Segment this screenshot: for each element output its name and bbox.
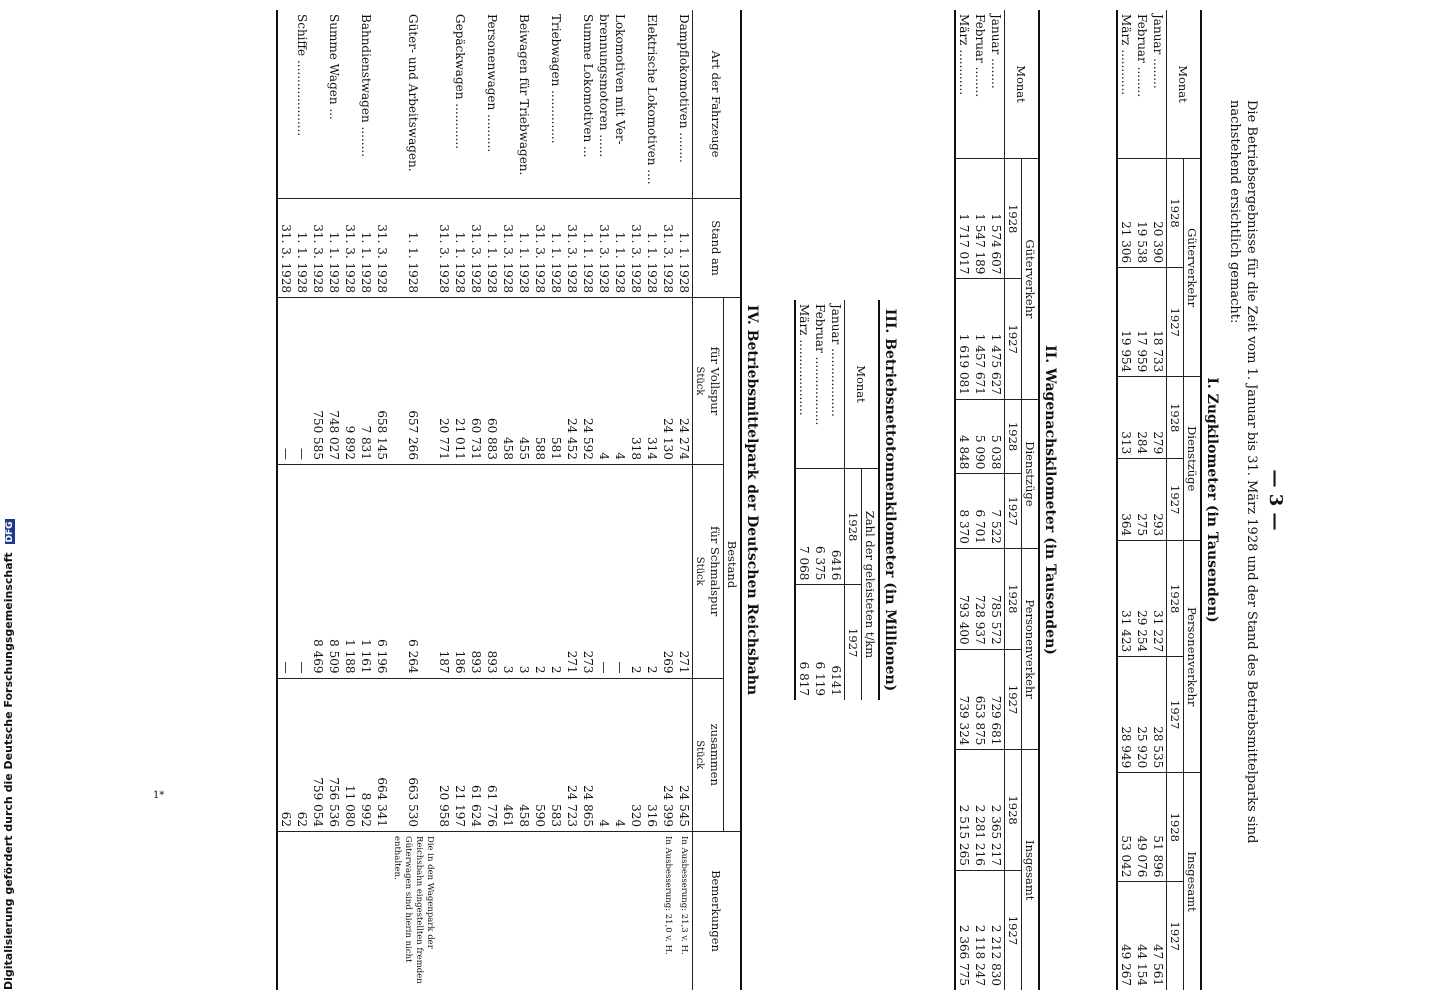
date-cell: 31. 3. 1928 [500, 199, 516, 298]
year-header: 1927 [1005, 474, 1022, 549]
value-cell: 20 390 [1150, 159, 1167, 268]
value-cell: 21 306 [1117, 159, 1134, 268]
value-cell: 7 068 [795, 469, 812, 585]
vehicle-type-cell: Triebwagen .............. [549, 14, 563, 144]
vollspur-cell: 24 274 [676, 298, 693, 465]
vehicle-type-cell: Bahndienstwagen ........ [359, 14, 373, 158]
remark-cell [452, 832, 468, 991]
dfg-sidebar [2, 521, 26, 990]
table-row [436, 10, 452, 990]
schmalspur-cell: — [277, 464, 294, 678]
remark-cell [532, 832, 548, 991]
zusammen-cell: 4 [612, 678, 628, 831]
vollspur-cell: 658 145 [374, 298, 390, 465]
year-header: 1927 [1005, 649, 1022, 750]
remark-cell [326, 832, 342, 991]
date-cell: 1. 1. 1928 [326, 199, 342, 298]
date-cell: 1. 1. 1928 [644, 199, 660, 298]
remark-cell [436, 832, 452, 991]
remark-cell [564, 832, 580, 991]
value-cell: 2 366 775 [955, 870, 972, 990]
schmalspur-cell: 2 [548, 464, 564, 678]
zusammen-cell: 21 197 [452, 678, 468, 831]
month-cell: Januar ........ [1151, 14, 1165, 89]
value-cell: 279 [1150, 377, 1167, 459]
date-cell: 1. 1. 1928 [580, 199, 596, 298]
vehicle-type-cell: Elektrische Lokomotiven .... [645, 14, 659, 185]
scanned-page [160, 0, 1320, 1000]
vehicle-type-cell: Summe Wagen ... [327, 14, 341, 120]
schmalspur-cell: 187 [436, 464, 452, 678]
vehicle-type-cell [564, 10, 580, 199]
value-cell: 18 733 [1150, 268, 1167, 377]
group-header: Dienstzüge [1022, 399, 1040, 548]
vehicle-type-cell: Summe Lokomotiven ... [581, 14, 595, 158]
table-row [564, 10, 580, 990]
year-header: 1927 [845, 585, 862, 700]
date-cell: 31. 3. 1928 [468, 199, 484, 298]
schmalspur-cell: 2 [532, 464, 548, 678]
vollspur-cell: 588 [532, 298, 548, 465]
schmalspur-cell: 2 [628, 464, 644, 678]
zusammen-cell: 24 399 [660, 678, 676, 831]
table-row [628, 10, 644, 990]
remark-cell [342, 832, 358, 991]
vollspur-cell: 581 [548, 298, 564, 465]
group-header: Insgesamt [1022, 750, 1040, 990]
vehicle-type-cell: Lokomotiven mit Ver- [613, 14, 627, 145]
remark-cell [596, 832, 612, 991]
vehicle-type-cell: Güter- und Arbeitswagen. [406, 14, 420, 172]
remark-cell: In Ausbesserung: 21,0 v. H. [660, 832, 676, 991]
zusammen-cell: 61 776 [484, 678, 500, 831]
schmalspur-cell: 893 [484, 464, 500, 678]
value-cell: 6 701 [972, 474, 988, 549]
table-row [812, 300, 828, 700]
table-row [342, 10, 358, 990]
value-cell: 313 [1117, 377, 1134, 459]
remark-cell [294, 832, 310, 991]
type-header: Art der Fahrzeuge [693, 10, 742, 199]
group-header: Personenverkehr [1022, 548, 1040, 750]
vehicle-type-cell: Beiwagen für Triebwagen. [517, 14, 531, 176]
value-cell: 5 090 [972, 399, 988, 474]
value-cell: 284 [1134, 377, 1150, 459]
schmalspur-cell: 6 196 [374, 464, 390, 678]
schmalspur-cell: 8 509 [326, 464, 342, 678]
year-header: 1928 [1167, 377, 1184, 459]
remark-cell [277, 832, 294, 991]
schmalspur-cell: — [294, 464, 310, 678]
table-row [828, 300, 845, 700]
year-header: 1927 [1167, 882, 1184, 990]
value-cell: 6 375 [812, 469, 828, 585]
bestand-header: Bestand [724, 298, 742, 832]
vollspur-cell: 60 883 [484, 298, 500, 465]
date-cell: 31. 3. 1928 [596, 199, 612, 298]
value-cell: 44 154 [1134, 882, 1150, 990]
zusammen-cell: 461 [500, 678, 516, 831]
vollspur-cell: 455 [516, 298, 532, 465]
zusammen-cell: 62 [277, 678, 294, 831]
group-header: Güterverkehr [1184, 159, 1202, 377]
date-cell: 1. 1. 1928 [294, 199, 310, 298]
stand-header: Stand am [693, 199, 742, 298]
section-2-title: II. Wagenachskilometer (in Tausenden) [1042, 345, 1058, 655]
nettotonnenkilometer-table [794, 300, 880, 700]
value-cell: 793 400 [955, 548, 972, 649]
vollspur-cell: 750 585 [310, 298, 326, 465]
value-cell: 28 535 [1150, 657, 1167, 773]
schmalspur-cell: 3 [500, 464, 516, 678]
table-row [580, 10, 596, 990]
vollspur-cell: 458 [500, 298, 516, 465]
table-row [310, 10, 326, 990]
remark-cell [612, 832, 628, 991]
date-cell: 31. 3. 1928 [374, 199, 390, 298]
table-row [484, 10, 500, 990]
schmalspur-cell: 6 264 [390, 464, 436, 678]
vollspur-cell: 24 452 [564, 298, 580, 465]
value-cell: 6 817 [795, 585, 812, 700]
schmalspur-cell: 1 188 [342, 464, 358, 678]
value-cell: 739 324 [955, 649, 972, 750]
value-cell: 8 370 [955, 474, 972, 549]
remark-cell [374, 832, 390, 991]
month-cell: Februar .................. [813, 304, 827, 426]
vollspur-cell: 318 [628, 298, 644, 465]
schmalspur-cell: — [596, 464, 612, 678]
date-cell: 1. 1. 1928 [612, 199, 628, 298]
date-cell: 1. 1. 1928 [452, 199, 468, 298]
table-row [452, 10, 468, 990]
date-cell: 31. 3. 1928 [436, 199, 452, 298]
date-cell: 31. 3. 1928 [310, 199, 326, 298]
section-3-title: III. Betriebsnettotonnenkilometer (in Millionen) [882, 308, 898, 692]
value-cell: 1 547 189 [972, 159, 988, 279]
month-cell: Februar ........ [973, 14, 987, 98]
value-cell: 275 [1134, 459, 1150, 541]
table-row [468, 10, 484, 990]
value-cell: 1 574 607 [988, 159, 1005, 279]
vehicle-type-cell: Gepäckwagen ............ [453, 14, 467, 150]
group-header: Personenverkehr [1184, 541, 1202, 773]
signature-mark: 1* [153, 790, 165, 801]
remark-cell: In Ausbesserung: 21,3 v. H. [676, 832, 693, 991]
year-header: 1928 [845, 469, 862, 585]
value-cell: 49 267 [1117, 882, 1134, 990]
table-row [548, 10, 564, 990]
value-cell: 25 920 [1134, 657, 1150, 773]
month-header: Monat [1005, 10, 1040, 159]
table-row [676, 10, 693, 990]
value-cell: 2 212 830 [988, 870, 1005, 990]
value-cell: 364 [1117, 459, 1134, 541]
value-cell: 6 119 [812, 585, 828, 700]
month-cell: März .................... [797, 304, 811, 416]
remarks-header: Bemerkungen [693, 832, 742, 991]
table-row [795, 300, 812, 700]
date-cell: 1. 1. 1928 [548, 199, 564, 298]
zusammen-cell: 4 [596, 678, 612, 831]
value-cell: 2 118 247 [972, 870, 988, 990]
value-cell: 1 619 081 [955, 279, 972, 399]
value-cell: 31 227 [1150, 541, 1167, 657]
vollspur-cell: 657 266 [390, 298, 436, 465]
schmalspur-cell: 186 [452, 464, 468, 678]
zusammen-cell: 62 [294, 678, 310, 831]
zusammen-cell: 590 [532, 678, 548, 831]
value-cell: 2 365 217 [988, 750, 1005, 870]
schmalspur-cell: — [612, 464, 628, 678]
table-row [358, 10, 374, 990]
zusammen-cell: 24 723 [564, 678, 580, 831]
table-row [660, 10, 676, 990]
value-cell: 49 076 [1134, 773, 1150, 882]
schmalspur-cell: 1 161 [358, 464, 374, 678]
date-cell: 31. 3. 1928 [342, 199, 358, 298]
zusammen-cell: 20 958 [436, 678, 452, 831]
table-row [500, 10, 516, 990]
vollspur-cell: — [277, 298, 294, 465]
vehicle-type-cell [628, 10, 644, 199]
table-row [955, 10, 972, 990]
year-header: 1927 [1005, 279, 1022, 399]
year-header: 1928 [1167, 773, 1184, 882]
value-cell: 785 572 [988, 548, 1005, 649]
zusammen-cell: 316 [644, 678, 660, 831]
vollspur-cell: 21 011 [452, 298, 468, 465]
remark-cell [628, 832, 644, 991]
zusammen-cell: 759 054 [310, 678, 326, 831]
table-row [1117, 10, 1134, 990]
vollspur-cell: 4 [612, 298, 628, 465]
vollspur-cell: 7 831 [358, 298, 374, 465]
table-row [644, 10, 660, 990]
group-header: Dienstzüge [1184, 377, 1202, 541]
year-header: 1927 [1005, 870, 1022, 990]
year-header: 1927 [1167, 268, 1184, 377]
schmalspur-cell: 8 469 [310, 464, 326, 678]
value-cell: 1 475 627 [988, 279, 1005, 399]
remark-cell [358, 832, 374, 991]
remark-cell [580, 832, 596, 991]
date-cell: 31. 3. 1928 [628, 199, 644, 298]
zusammen-cell: 320 [628, 678, 644, 831]
table-row [596, 10, 612, 990]
month-cell: März ............ [957, 14, 971, 96]
month-cell: Februar ........ [1135, 14, 1149, 98]
vehicle-type-cell: brennungsmotoren ...... [597, 14, 611, 158]
date-cell: 31. 3. 1928 [277, 199, 294, 298]
table-row [516, 10, 532, 990]
remark-cell [310, 832, 326, 991]
remark-cell [516, 832, 532, 991]
value-cell: 51 896 [1150, 773, 1167, 882]
table-row [326, 10, 342, 990]
rotated-page-content [160, 0, 1320, 1000]
vollspur-cell: 9 892 [342, 298, 358, 465]
year-header: 1927 [1167, 459, 1184, 541]
zusammen-cell: 11 080 [342, 678, 358, 831]
vollspur-cell: 314 [644, 298, 660, 465]
table-row [972, 10, 988, 990]
vehicle-type-cell [342, 10, 358, 199]
date-cell: 1. 1. 1928 [390, 199, 436, 298]
schmalspur-cell: 3 [516, 464, 532, 678]
table-row [1150, 10, 1167, 990]
table-row [390, 10, 436, 990]
value-cell: 1 457 671 [972, 279, 988, 399]
zusammen-header: zusammen Stück [693, 678, 724, 831]
vollspur-cell: 20 771 [436, 298, 452, 465]
schmalspur-cell: 273 [580, 464, 596, 678]
year-header: 1928 [1005, 399, 1022, 474]
zusammen-cell: 583 [548, 678, 564, 831]
vehicle-type-cell: Dampflokomotiven ........ [677, 14, 691, 163]
date-cell: 31. 3. 1928 [564, 199, 580, 298]
zusammen-cell: 663 530 [390, 678, 436, 831]
month-header: Monat [845, 300, 880, 469]
date-cell: 1. 1. 1928 [516, 199, 532, 298]
value-cell: 19 954 [1117, 268, 1134, 377]
table-row [532, 10, 548, 990]
vollspur-header: für Vollspur Stück [693, 298, 724, 465]
zugkilometer-table [1116, 10, 1202, 990]
zusammen-cell: 61 624 [468, 678, 484, 831]
remark-cell [484, 832, 500, 991]
vollspur-cell: 24 130 [660, 298, 676, 465]
value-cell: 293 [1150, 459, 1167, 541]
schmalspur-cell: 2 [644, 464, 660, 678]
table-row [1134, 10, 1150, 990]
vollspur-cell: — [294, 298, 310, 465]
remark-cell [644, 832, 660, 991]
vollspur-cell: 4 [596, 298, 612, 465]
value-cell: 2 281 216 [972, 750, 988, 870]
month-cell: Januar .................. [829, 304, 843, 417]
group-header: Insgesamt [1184, 773, 1202, 990]
vehicle-type-cell [436, 10, 452, 199]
remark-cell [468, 832, 484, 991]
date-cell: 1. 1. 1928 [484, 199, 500, 298]
year-header: 1928 [1005, 750, 1022, 870]
value-cell: 2 515 265 [955, 750, 972, 870]
value-cell: 47 561 [1150, 882, 1167, 990]
zusammen-cell: 8 992 [358, 678, 374, 831]
remark-cell [500, 832, 516, 991]
month-cell: März ............ [1119, 14, 1133, 96]
table-row [612, 10, 628, 990]
zusammen-cell: 664 341 [374, 678, 390, 831]
schmalspur-cell: 271 [676, 464, 693, 678]
date-cell: 31. 3. 1928 [532, 199, 548, 298]
value-cell: 5 038 [988, 399, 1005, 474]
value-cell: 1 717 017 [955, 159, 972, 279]
vehicle-type-cell [468, 10, 484, 199]
page-number: — 3 — [1265, 469, 1286, 531]
month-cell: Januar ........ [989, 14, 1003, 89]
date-cell: 1. 1. 1928 [358, 199, 374, 298]
value-cell: 53 042 [1117, 773, 1134, 882]
year-header: 1927 [1167, 657, 1184, 773]
value-cell: 6416 [828, 469, 845, 585]
value-cell: 653 875 [972, 649, 988, 750]
value-cell: 728 937 [972, 548, 988, 649]
schmalspur-cell: 269 [660, 464, 676, 678]
vehicle-type-cell [277, 10, 294, 199]
dfg-credit-text: Digitalisierung gefördert durch die Deutsche Forschungsgemeinschaft [2, 552, 15, 990]
schmalspur-header: für Schmalspur Stück [693, 464, 724, 678]
vehicle-type-cell: Schiffe .................... [295, 14, 309, 137]
schmalspur-cell: 893 [468, 464, 484, 678]
date-cell: 1. 1. 1928 [676, 199, 693, 298]
remark-cell [548, 832, 564, 991]
value-cell: 729 681 [988, 649, 1005, 750]
group-header: Güterverkehr [1022, 159, 1040, 400]
month-header: Monat [1167, 10, 1202, 159]
year-header: 1928 [1005, 548, 1022, 649]
value-cell: 17 959 [1134, 268, 1150, 377]
value-cell: 19 538 [1134, 159, 1150, 268]
zusammen-cell: 458 [516, 678, 532, 831]
vehicle-type-cell [660, 10, 676, 199]
zusammen-cell: 756 536 [326, 678, 342, 831]
dfg-logo-icon: DFG [5, 521, 15, 543]
value-cell: 31 423 [1117, 541, 1134, 657]
year-header: 1928 [1167, 541, 1184, 657]
zusammen-cell: 24 545 [676, 678, 693, 831]
value-cell: 4 848 [955, 399, 972, 474]
value-cell: 29 254 [1134, 541, 1150, 657]
vehicle-type-cell [532, 10, 548, 199]
table-row [277, 10, 294, 990]
value-cell: 6141 [828, 585, 845, 700]
table-row [294, 10, 310, 990]
remark-cell: Die in den Wagenpark der Reichsbahn eingestellten fremden Güterwagen sind hierin nicht enthalten. [390, 832, 436, 991]
date-cell: 31. 3. 1928 [660, 199, 676, 298]
schmalspur-cell: 271 [564, 464, 580, 678]
group-header: Zahl der geleisteten t/km [862, 469, 880, 701]
vehicle-type-cell [500, 10, 516, 199]
vollspur-cell: 60 731 [468, 298, 484, 465]
wagenachskilometer-table [954, 10, 1040, 990]
vehicle-type-cell [374, 10, 390, 199]
value-cell: 7 522 [988, 474, 1005, 549]
betriebsmittelpark-table [276, 10, 742, 990]
zusammen-cell: 24 865 [580, 678, 596, 831]
year-header: 1928 [1167, 159, 1184, 268]
intro-paragraph: Die Betriebsergebnisse für die Zeit vom 1. Januar bis 31. März 1928 und der Stand des Betriebsmittelparks sind nachstehend ersichtlich gemacht: [1227, 100, 1259, 844]
section-1-title: I. Zugkilometer (in Tausenden) [1204, 377, 1220, 623]
value-cell: 28 949 [1117, 657, 1134, 773]
vollspur-cell: 748 027 [326, 298, 342, 465]
vehicle-type-cell: Personenwagen .......... [485, 14, 499, 153]
section-4-title: IV. Betriebsmittelpark der Deutschen Reichsbahn [744, 304, 760, 696]
table-row [988, 10, 1005, 990]
vollspur-cell: 24 592 [580, 298, 596, 465]
vehicle-type-cell [310, 10, 326, 199]
year-header: 1928 [1005, 159, 1022, 279]
table-row [374, 10, 390, 990]
